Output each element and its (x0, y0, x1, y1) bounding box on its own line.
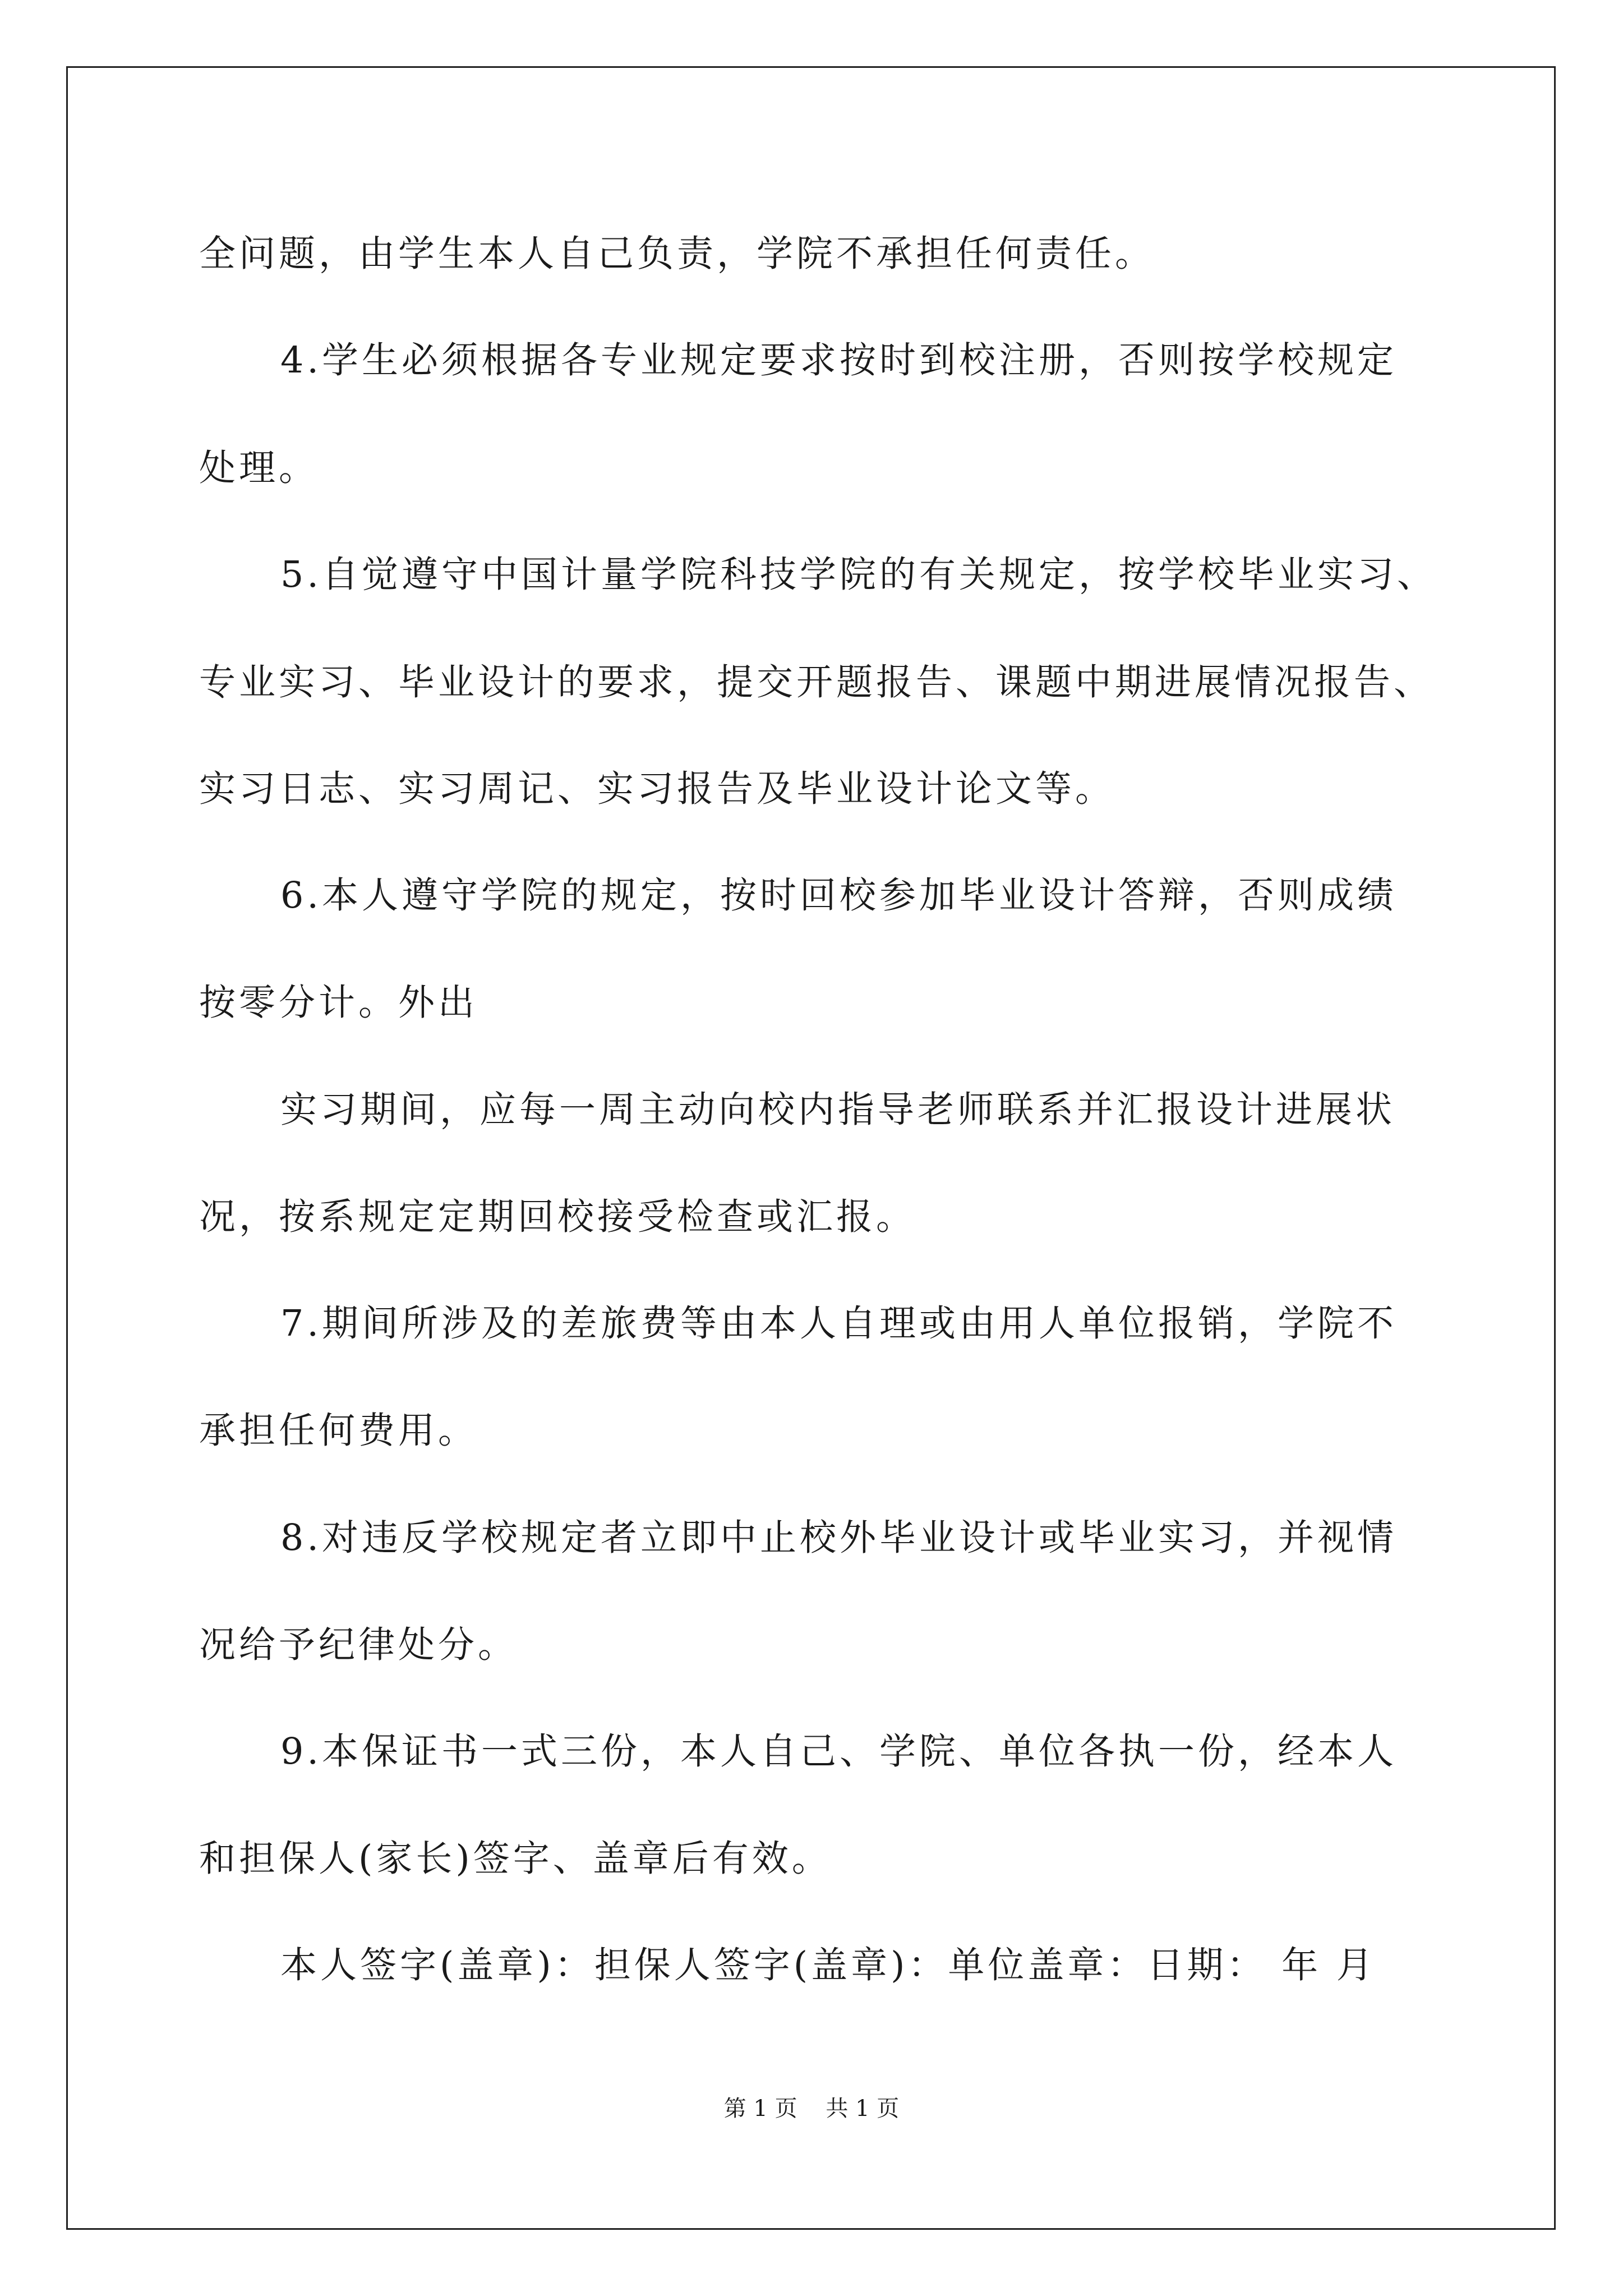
text-line-7: 6.本人遵守学院的规定，按时回校参加毕业设计答辩，否则成绩 (280, 875, 1398, 917)
text-line-2: 4.学生必须根据各专业规定要求按时到校注册，否则按学校规定 (280, 339, 1398, 381)
page-number: 第 1 页 共 1 页 (723, 2096, 900, 2122)
text-line-15: 9.本保证书一式三份，本人自己、学院、单位各执一份，经本人 (280, 1731, 1398, 1773)
text-line-8: 按零分计。外出 (199, 982, 478, 1024)
text-line-14: 况给予纪律处分。 (199, 1624, 518, 1666)
text-line-11: 7.期间所涉及的差旅费等由本人自理或由用人单位报销，学院不 (280, 1303, 1398, 1345)
text-line-4: 5.自觉遵守中国计量学院科技学院的有关规定，按学校毕业实习、 (280, 554, 1437, 596)
text-line-9: 实习期间，应每一周主动向校内指导老师联系并汇报设计进展状 (280, 1089, 1396, 1131)
text-line-6: 实习日志、实习周记、实习报告及毕业设计论文等。 (199, 768, 1115, 810)
text-line-12: 承担任何费用。 (199, 1410, 478, 1452)
text-line-13: 8.对违反学校规定者立即中止校外毕业设计或毕业实习，并视情 (280, 1517, 1398, 1559)
text-line-3: 处理。 (199, 447, 319, 489)
text-line-1: 全问题，由学生本人自己负责，学院不承担任何责任。 (199, 233, 1155, 275)
text-line-5: 专业实习、毕业设计的要求，提交开题报告、课题中期进展情况报告、 (199, 661, 1434, 703)
page-border (66, 66, 1556, 2230)
text-line-16: 和担保人(家长)签字、盖章后有效。 (199, 1838, 832, 1880)
text-line-10: 况，按系规定定期回校接受检查或汇报。 (199, 1196, 916, 1238)
signature-line: 本人签字(盖章)：担保人签字(盖章)：单位盖章：日期： 年 月 (280, 1944, 1376, 1986)
